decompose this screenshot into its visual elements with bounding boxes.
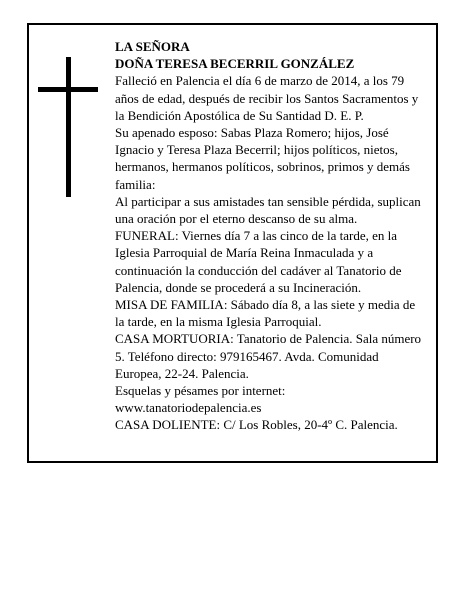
heading-title: LA SEÑORA (115, 39, 190, 54)
mass-paragraph: MISA DE FAMILIA: Sábado día 8, a las siete y media de la tarde, en la misma Iglesia Parroquial. (115, 297, 416, 330)
funeral-paragraph: FUNERAL: Viernes día 7 a las cinco de la tarde, en la Iglesia Parroquial de María Reina Inmaculada y a continuación la conducción del cadáver al Tanatorio de Palencia, donde se procederá a su Incineración. (115, 228, 402, 295)
condolences-label: Esquelas y pésames por internet: (115, 383, 286, 399)
cross-vertical-bar (66, 57, 71, 197)
cross-horizontal-bar (38, 87, 98, 92)
family-paragraph: Su apenado esposo: Sabas Plaza Romero; hijos, José Ignacio y Teresa Plaza Becerril; hijos políticos, nietos, hermanos, hermanos políticos, sobrinos, primos y demás familia: (115, 125, 410, 192)
home-paragraph: CASA DOLIENTE: C/ Los Robles, 20-4º C. Palencia. (115, 417, 398, 433)
mortuary-paragraph: CASA MORTUORIA: Tanatorio de Palencia. Sala número 5. Teléfono directo: 979165467. Avda. Comunidad Europea, 22-24. Palencia. (115, 331, 422, 381)
cross-icon (38, 57, 98, 197)
deceased-name: DOÑA TERESA BECERRIL GONZÁLEZ (115, 56, 355, 72)
request-paragraph: Al participar a sus amistades tan sensible pérdida, suplican una oración por el eterno descanso de su alma. (115, 193, 421, 227)
website-link[interactable]: www.tanatoriodepalencia.es (115, 400, 262, 416)
death-paragraph: Falleció en Palencia el día 6 de marzo de 2014, a los 79 años de edad, después de recibir los Santos Sacramentos y la Bendición Apostólica de Su Santidad D. E. P. (115, 73, 419, 123)
notice-text (115, 38, 425, 434)
